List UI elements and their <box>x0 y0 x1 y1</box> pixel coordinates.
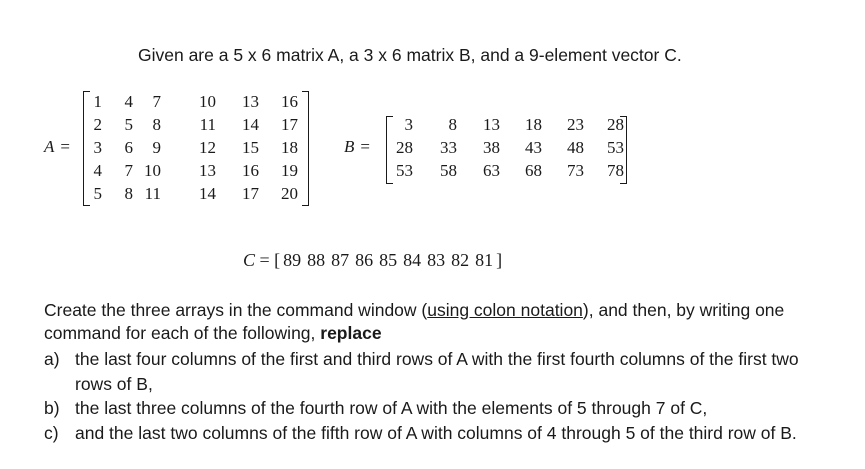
matrix-cell: 1 <box>93 92 102 111</box>
equals-sign: = [ <box>259 250 281 270</box>
vector-element: 84 <box>403 250 422 270</box>
task-list <box>44 347 834 445</box>
matrix-cell: 13 <box>199 161 216 180</box>
vector-element: 88 <box>307 250 326 270</box>
matrix-cell: 3 <box>404 115 413 134</box>
matrix-cell: 28 <box>396 138 413 157</box>
matrix-cell: 5 <box>93 184 102 203</box>
matrix-a-right-bracket <box>302 91 309 206</box>
matrix-cell: 2 <box>93 115 102 134</box>
equals-sign: = <box>60 137 70 156</box>
list-marker: c) <box>44 422 59 443</box>
matrix-cell: 63 <box>483 161 500 180</box>
list-item-text: and the last two columns of the fifth row of A with columns of 4 through 5 of the third row of B. <box>75 422 797 443</box>
list-item <box>44 396 834 421</box>
matrix-cell: 11 <box>144 184 161 203</box>
paragraph-text-start: Create the three arrays in the command window ( <box>44 300 428 320</box>
matrix-cell: 68 <box>525 161 542 180</box>
problem-intro: Given are a 5 x 6 matrix A, a 3 x 6 matrix B, and a 9-element vector C. <box>138 45 682 65</box>
matrix-cell: 16 <box>281 92 298 111</box>
matrix-cell: 38 <box>483 138 500 157</box>
vector-c-values <box>280 250 496 270</box>
matrix-cell: 16 <box>242 161 259 180</box>
vector-c-name: C <box>243 250 256 270</box>
matrix-cell: 53 <box>607 138 624 157</box>
matrix-cell: 4 <box>93 161 102 180</box>
matrix-cell: 9 <box>152 138 161 157</box>
list-item <box>44 421 834 446</box>
matrix-cell: 10 <box>144 161 161 180</box>
matrix-cell: 78 <box>607 161 624 180</box>
vector-element: 89 <box>283 250 302 270</box>
matrix-cell: 53 <box>396 161 413 180</box>
matrix-cell: 8 <box>124 184 133 203</box>
matrix-cell: 7 <box>152 92 161 111</box>
matrix-cell: 18 <box>525 115 542 134</box>
matrix-cell: 48 <box>567 138 584 157</box>
matrix-a-name: A <box>44 137 55 156</box>
vector-element: 86 <box>355 250 374 270</box>
list-item <box>44 347 834 396</box>
matrix-cell: 28 <box>607 115 624 134</box>
list-marker: a) <box>44 349 60 369</box>
matrix-cell: 3 <box>93 138 102 157</box>
vector-element: 82 <box>451 250 470 270</box>
matrix-cell: 23 <box>567 115 584 134</box>
list-item-text: the last three columns of the fourth row of A with the elements of 5 through 7 of C, <box>75 398 708 418</box>
matrix-cell: 13 <box>242 92 259 111</box>
matrix-cell: 43 <box>525 138 542 157</box>
matrix-cell: 10 <box>199 92 216 111</box>
matrix-cell: 19 <box>281 161 298 180</box>
matrix-b-name: B <box>344 137 355 156</box>
list-marker: b) <box>44 398 60 418</box>
matrix-cell: 13 <box>483 115 500 134</box>
matrix-cell: 14 <box>242 115 259 134</box>
replace-emphasis: replace <box>320 323 382 343</box>
matrix-cell: 73 <box>567 161 584 180</box>
matrix-cell: 17 <box>242 184 259 203</box>
matrix-cell: 7 <box>124 161 133 180</box>
matrix-cell: 18 <box>281 138 298 157</box>
instructions-paragraph <box>44 299 834 345</box>
matrix-cell: 33 <box>440 138 457 157</box>
matrix-cell: 58 <box>440 161 457 180</box>
list-item-text: the last four columns of the first and third rows of A with the first fourth columns of the first two rows of B, <box>75 349 799 394</box>
matrix-cell: 5 <box>124 115 133 134</box>
matrix-cell: 15 <box>242 138 259 157</box>
vector-c: C = [ 89 88 87 86 85 84 83 82 81 ] <box>243 250 503 270</box>
matrix-cell: 17 <box>281 115 298 134</box>
matrix-cell: 11 <box>199 115 216 134</box>
matrix-cell: 8 <box>152 115 161 134</box>
colon-notation-emphasis: using colon notation <box>427 300 583 320</box>
matrix-cell: 12 <box>199 138 216 157</box>
vector-element: 85 <box>379 250 398 270</box>
vector-element: 81 <box>475 250 494 270</box>
matrix-cell: 8 <box>448 115 457 134</box>
matrix-cell: 4 <box>124 92 133 111</box>
matrix-cell: 14 <box>199 184 216 203</box>
vector-element: 87 <box>331 250 350 270</box>
matrix-cell: 20 <box>281 184 298 203</box>
matrix-cell: 6 <box>124 138 133 157</box>
vector-element: 83 <box>427 250 446 270</box>
equals-sign: = <box>360 137 370 156</box>
paragraph-text-middle: ), and then, by writing one command for each of the following, <box>44 300 785 343</box>
